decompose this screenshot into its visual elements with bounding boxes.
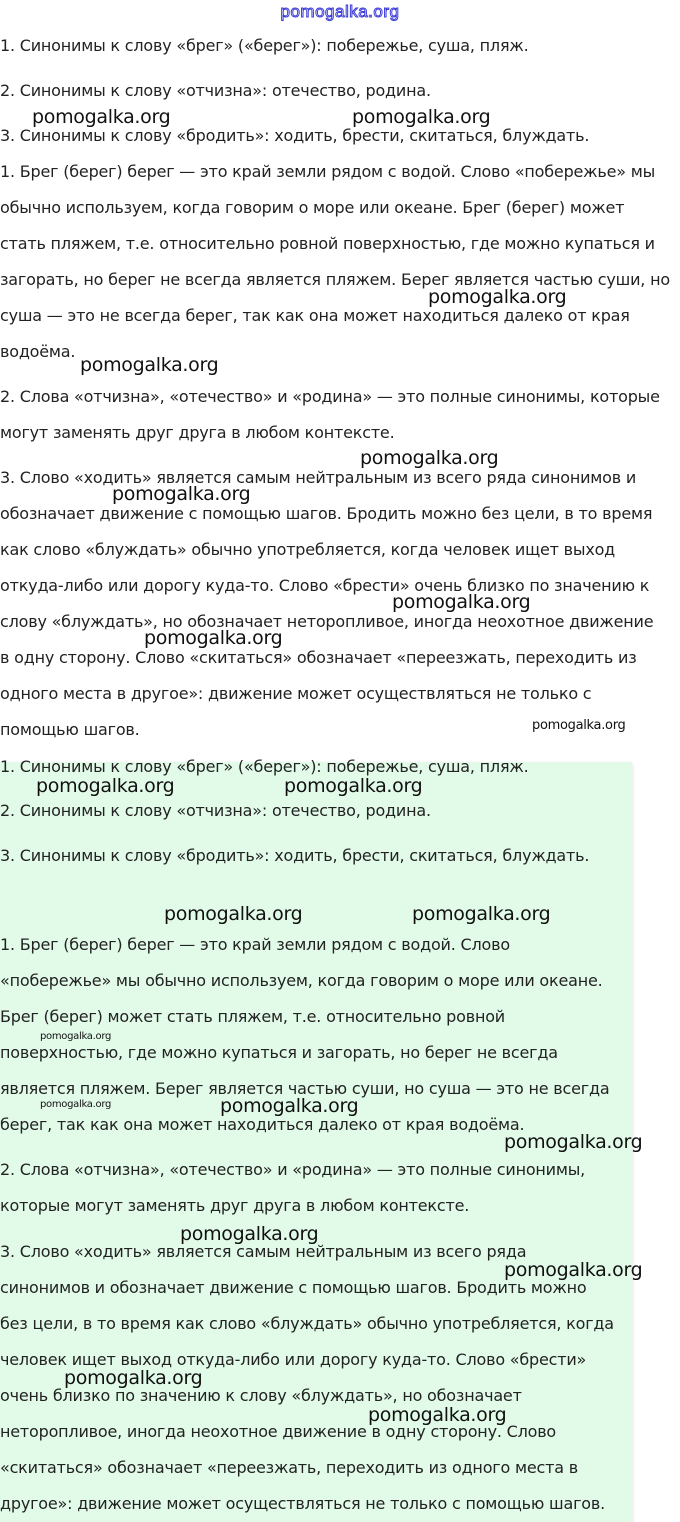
watermark-text: pomogalka.org	[428, 286, 567, 308]
site-logo[interactable]: pomogalka.org	[280, 2, 400, 21]
watermark-text: pomogalka.org	[504, 1131, 643, 1153]
text-line: 3. Слово «ходить» является самым нейтральным из всего ряда синонимов и	[0, 468, 637, 487]
text-line: 3. Слово «ходить» является самым нейтральным из всего ряда	[0, 1242, 527, 1261]
watermark-text: pomogalka.org	[64, 1367, 203, 1389]
text-line: 3. Синонимы к слову «бродить»: ходить, брести, скитаться, блуждать.	[0, 846, 590, 865]
text-line: является пляжем. Берег является частью суши, но суша — это не всегда	[0, 1079, 610, 1098]
text-line: 1. Синонимы к слову «брег» («берег»): побережье, суша, пляж.	[0, 36, 529, 55]
watermark-text: pomogalka.org	[284, 775, 423, 797]
text-line: как слово «блуждать» обычно употребляется, когда человек ищет выход	[0, 540, 616, 559]
text-line: человек ищет выход откуда-либо или дорогу куда-то. Слово «брести»	[0, 1350, 587, 1369]
text-line: очень близко по значению к слову «блуждать», но обозначает	[0, 1386, 522, 1405]
text-line: 1. Брег (берег) берег — это край земли рядом с водой. Слово «побережье» мы	[0, 162, 656, 181]
text-line: 2. Синонимы к слову «отчизна»: отечество, родина.	[0, 81, 431, 100]
text-line: 1. Брег (берег) берег — это край земли рядом с водой. Слово	[0, 935, 510, 954]
text-line: слову «блуждать», но обозначает неторопливое, иногда неохотное движение	[0, 612, 654, 631]
text-line: стать пляжем, т.е. относительно ровной поверхностью, где можно купаться и	[0, 234, 655, 253]
watermark-text: pomogalka.org	[144, 627, 283, 649]
text-line: «побережье» мы обычно используем, когда говорим о море или океане.	[0, 971, 603, 990]
text-line: суша — это не всегда берег, так как она может находиться далеко от края	[0, 306, 630, 325]
text-line: обычно используем, когда говорим о море или океане. Брег (берег) может	[0, 198, 625, 217]
watermark-text: pomogalka.org	[164, 903, 303, 925]
text-line: синонимов и обозначает движение с помощью шагов. Бродить можно	[0, 1278, 587, 1297]
watermark-text: pomogalka.org	[412, 903, 551, 925]
watermark-text: pomogalka.org	[352, 106, 491, 128]
text-line: загорать, но берег не всегда является пляжем. Берег является частью суши, но	[0, 270, 670, 289]
watermark-text: pomogalka.org	[112, 483, 251, 505]
text-line: 1. Синонимы к слову «брег» («берег»): побережье, суша, пляж.	[0, 757, 529, 776]
text-line: берег, так как она может находиться далеко от края водоёма.	[0, 1115, 525, 1134]
text-line: откуда-либо или дорогу куда-то. Слово «брести» очень близко по значению к	[0, 576, 650, 595]
watermark-text: pomogalka.org	[392, 591, 531, 613]
text-line: 2. Слова «отчизна», «отечество» и «родина» — это полные синонимы, которые	[0, 387, 660, 406]
text-line: 3. Синонимы к слову «бродить»: ходить, брести, скитаться, блуждать.	[0, 126, 590, 145]
watermark-text: pomogalka.org	[360, 447, 499, 469]
watermark-text: pomogalka.org	[180, 1223, 319, 1245]
text-line: 2. Слова «отчизна», «отечество» и «родина» — это полные синонимы,	[0, 1160, 586, 1179]
text-line: в одну сторону. Слово «скитаться» обозначает «переезжать, переходить из	[0, 648, 637, 667]
text-line: водоёма.	[0, 342, 76, 361]
watermark-text: pomogalka.org	[80, 354, 219, 376]
text-line: могут заменять друг друга в любом контексте.	[0, 423, 395, 442]
text-line: другое»: движение может осуществляться не только с помощью шагов.	[0, 1494, 605, 1513]
text-line: поверхностью, где можно купаться и загорать, но берег не всегда	[0, 1043, 558, 1062]
text-line: без цели, в то время как слово «блуждать» обычно употребляется, когда	[0, 1314, 614, 1333]
watermark-text: pomogalka.org	[368, 1404, 507, 1426]
text-line: которые могут заменять друг друга в любом контексте.	[0, 1196, 470, 1215]
watermark-text: pomogalka.org	[504, 1259, 643, 1281]
watermark-text: pomogalka.org	[40, 1031, 112, 1042]
text-line: обозначает движение с помощью шагов. Бродить можно без цели, в то время	[0, 504, 653, 523]
text-line: неторопливое, иногда неохотное движение в одну сторону. Слово	[0, 1422, 557, 1441]
watermark-text: pomogalka.org	[532, 718, 626, 733]
text-line: одного места в другое»: движение может осуществляться не только с	[0, 684, 592, 703]
watermark-text: pomogalka.org	[36, 775, 175, 797]
watermark-text: pomogalka.org	[220, 1095, 359, 1117]
watermark-text: pomogalka.org	[40, 1099, 112, 1110]
text-line: 2. Синонимы к слову «отчизна»: отечество, родина.	[0, 801, 431, 820]
watermark-text: pomogalka.org	[32, 106, 171, 128]
text-line: Брег (берег) может стать пляжем, т.е. относительно ровной	[0, 1007, 506, 1026]
text-line: «скитаться» обозначает «переезжать, переходить из одного места в	[0, 1458, 578, 1477]
text-line: помощью шагов.	[0, 720, 140, 739]
